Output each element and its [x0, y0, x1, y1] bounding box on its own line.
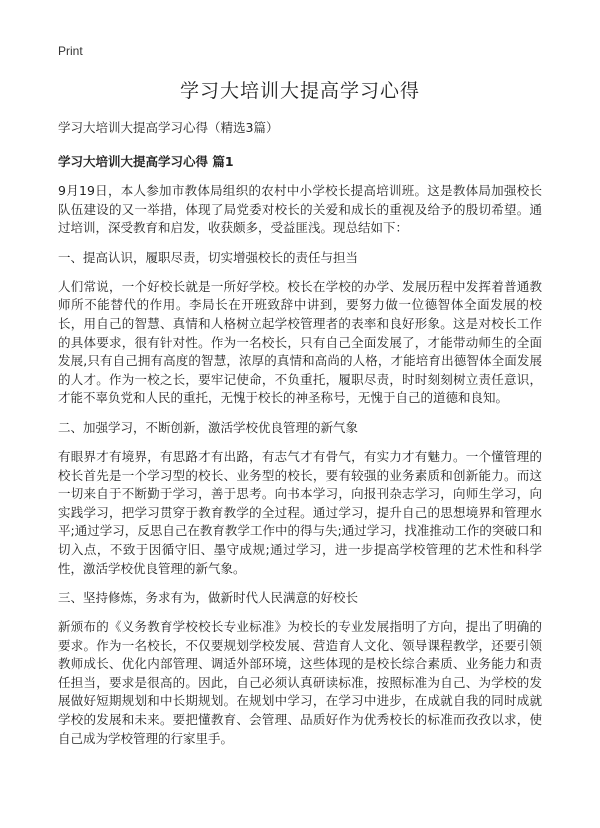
- page-title: 学习大培训大提高学习心得: [179, 80, 420, 102]
- paragraph-3: 新颁布的《义务教育学校校长专业标准》为校长的专业发展指明了方向，提出了明确的要求。作为一名校长，不仅要规划学校发展、营造育人文化、领导课程教学，还要引领教师成长、优化内部管理、调适外部环境，这些体现的是校长综合素质、业务能力和责任担当，要求是很高的。因此，自己必须认真研读标准，按照标准为自己、为学校的发展做好短期规划和中长期规划。在规划中学习，在学习中进步，在成就自我的同时成就学校的发展和未来。要把懂教育、会管理、品质好作为优秀校长的标准而孜孜以求，使自己成为学校管理的行家里手。: [58, 619, 542, 746]
- document-subtitle: 学习大培训大提高学习心得（精选3篇）: [58, 120, 279, 135]
- section-title: 学习大培训大提高学习心得 篇1: [58, 154, 234, 169]
- heading-2: 二、加强学习，不断创新，激活学校优良管理的新气象: [58, 419, 359, 435]
- heading-3: 三、坚持修炼，务求有为，做新时代人民满意的好校长: [58, 590, 359, 606]
- print-link[interactable]: Print: [58, 44, 83, 58]
- paragraph-2: 有眼界才有境界，有思路才有出路，有志气才有骨气，有实力才有魅力。一个懂管理的校长首先是一个学习型的校长、业务型的校长，要有较强的业务素质和创新能力。而这一切来自于不断勤于学习，善于思考。向书本学习，向报刊杂志学习，向师生学习，向实践学习，把学习贯穿于教育教学的全过程。通过学习，提升自己的思想境界和管理水平;通过学习，反思自己在教育教学工作中的得与失;通过学习，找准推动工作的突破口和切入点，不致于因循守旧、墨守成规;通过学习，进一步提高学校管理的艺术性和科学性，激活学校优良管理的新气象。: [58, 448, 542, 576]
- paragraph-1: 人们常说，一个好校长就是一所好学校。校长在学校的办学、发展历程中发挥着普通教师所不能替代的作用。李局长在开班致辞中讲到，要努力做一位德智体全面发展的校长，用自己的智慧、真情和人格树立起学校管理者的表率和良好形象。这是对校长工作的具体要求，很有针对性。作为一名校长，只有自己全面发展了，才能带动师生的全面发展,只有自己拥有高度的智慧，浓厚的真情和高尚的人格，才能培育出德智体全面发展的人才。作为一校之长，要牢记使命，不负重托，履职尽责，时时刻刻树立责任意识，才能不辜负党和人民的重托，无愧于校长的神圣称号，无愧于自己的道德和良知。: [58, 278, 542, 406]
- heading-1: 一、提高认识，履职尽责，切实增强校长的责任与担当: [58, 249, 359, 265]
- intro-paragraph: 9月19日，本人参加市教体局组织的农村中小学校长提高培训班。这是教体局加强校长队伍建设的又一举措，体现了局党委对校长的关爱和成长的重视及给予的殷切希望。通过培训，深受教育和启发，收获颇多，受益匪浅。现总结如下：: [58, 183, 542, 236]
